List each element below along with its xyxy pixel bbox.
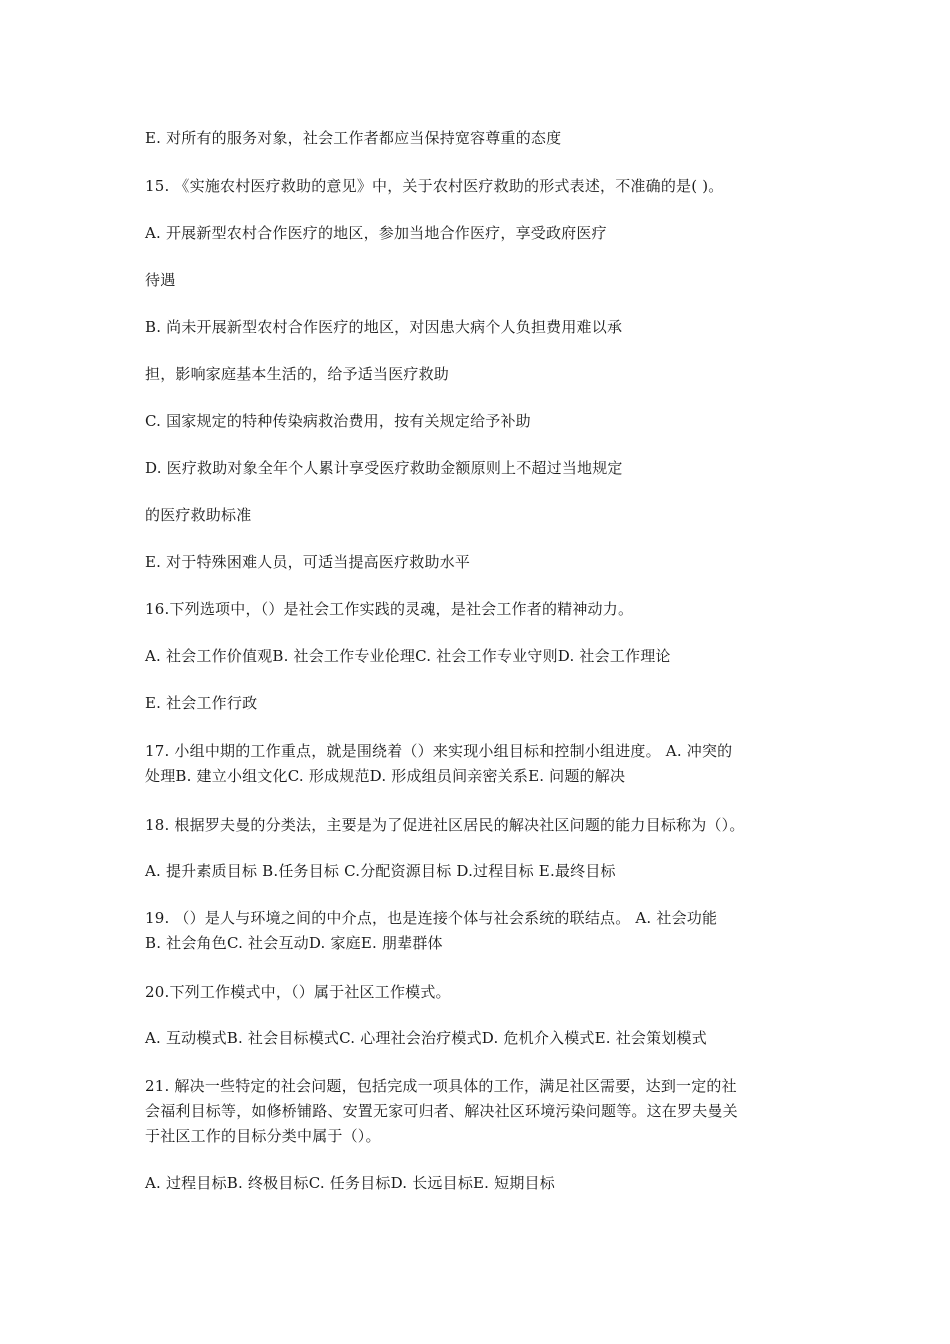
question-line: 16.下列选项中，（）是社会工作实践的灵魂，是社会工作者的精神动力。 — [145, 600, 634, 618]
option-line-continued: 的医疗救助标准 — [145, 506, 252, 524]
question-line-continued: 处理B. 建立小组文化C. 形成规范D. 形成组员间亲密关系E. 问题的解决 — [145, 767, 626, 785]
option-line-continued: 待遇 — [145, 271, 176, 289]
option-line: B. 尚未开展新型农村合作医疗的地区，对因患大病个人负担费用难以承 — [145, 318, 623, 336]
question-line-continued: B. 社会角色C. 社会互动D. 家庭E. 朋辈群体 — [145, 934, 443, 952]
question-line-continued: 会福利目标等，如修桥铺路、安置无家可归者、解决社区环境污染问题等。这在罗夫曼关 — [145, 1102, 738, 1120]
question-line: 17. 小组中期的工作重点，就是围绕着（）来实现小组目标和控制小组进度。 A. 冲突的 — [145, 742, 733, 760]
option-line: A. 互动模式B. 社会目标模式C. 心理社会治疗模式D. 危机介入模式E. 社会策划模式 — [145, 1029, 707, 1047]
option-line: A. 社会工作价值观B. 社会工作专业伦理C. 社会工作专业守则D. 社会工作理论 — [145, 647, 671, 665]
question-line: 18. 根据罗夫曼的分类法，主要是为了促进社区居民的解决社区问题的能力目标称为（）。 — [145, 816, 745, 834]
option-line: A. 过程目标B. 终极目标C. 任务目标D. 长远目标E. 短期目标 — [145, 1174, 555, 1192]
question-line-continued: 于社区工作的目标分类中属于（）。 — [145, 1127, 381, 1145]
question-line: 15. 《实施农村医疗救助的意见》中，关于农村医疗救助的形式表述，不准确的是( )。 — [145, 177, 724, 195]
option-line: C. 国家规定的特种传染病救治费用，按有关规定给予补助 — [145, 412, 531, 430]
question-line: 20.下列工作模式中，（）属于社区工作模式。 — [145, 983, 451, 1001]
option-line: D. 医疗救助对象全年个人累计享受医疗救助金额原则上不超过当地规定 — [145, 459, 623, 477]
option-line: E. 对所有的服务对象，社会工作者都应当保持宽容尊重的态度 — [145, 129, 562, 147]
option-line: E. 社会工作行政 — [145, 694, 258, 712]
option-line: A. 提升素质目标 B.任务目标 C.分配资源目标 D.过程目标 E.最终目标 — [145, 862, 616, 880]
option-line-continued: 担，影响家庭基本生活的，给予适当医疗救助 — [145, 365, 450, 383]
option-line: A. 开展新型农村合作医疗的地区，参加当地合作医疗，享受政府医疗 — [145, 224, 607, 242]
option-line: E. 对于特殊困难人员，可适当提高医疗救助水平 — [145, 553, 471, 571]
question-line: 21. 解决一些特定的社会问题，包括完成一项具体的工作，满足社区需要，达到一定的社 — [145, 1077, 737, 1095]
question-line: 19. （）是人与环境之间的中介点，也是连接个体与社会系统的联结点。 A. 社会功能 — [145, 909, 718, 927]
